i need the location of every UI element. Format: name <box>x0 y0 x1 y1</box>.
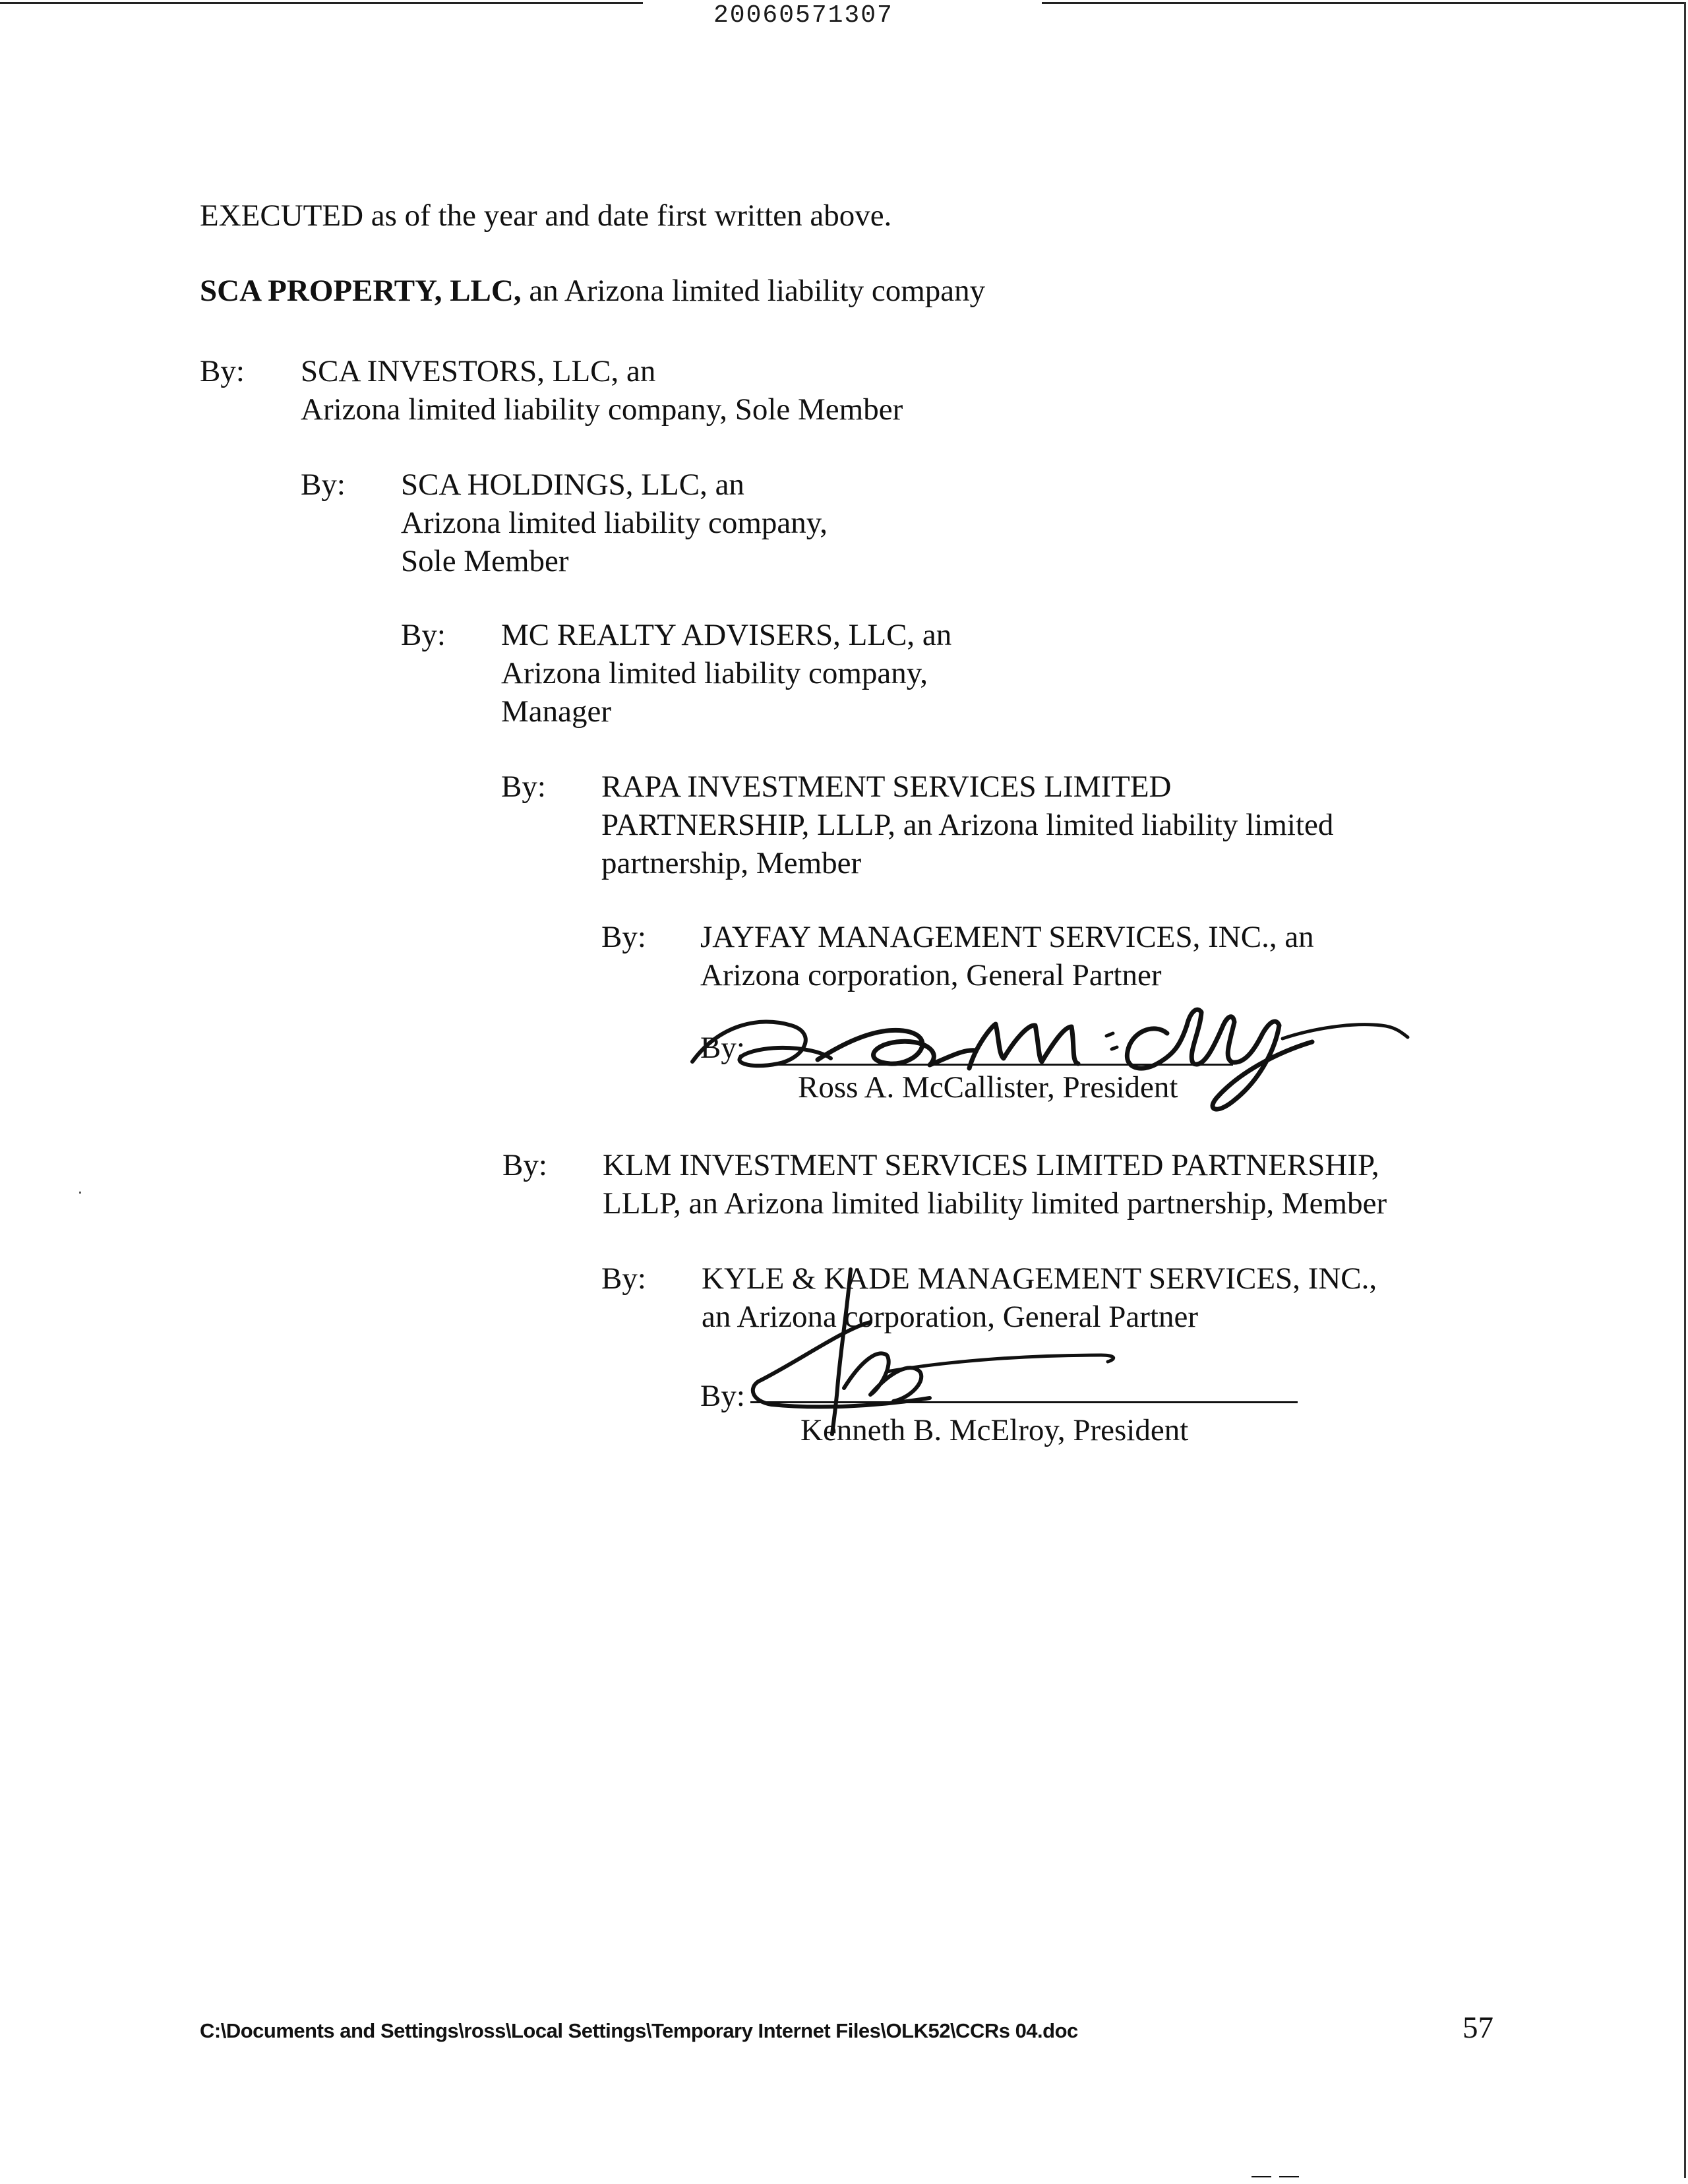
scan-top-border-left <box>0 2 643 4</box>
block-3-line-1: MC REALTY ADVISERS, LLC, an <box>501 618 952 652</box>
block-6-line-2: LLLP, an Arizona limited liability limited partnership, Member <box>603 1186 1387 1221</box>
footer-file-path: C:\Documents and Settings\ross\Local Settings\Temporary Internet Files\OLK52\CCRs 04.doc <box>200 2019 1078 2042</box>
scan-right-border <box>1684 2 1686 2178</box>
block-2-by-label: By: <box>301 468 346 502</box>
block-2-line-2: Arizona limited liability company, <box>401 506 828 540</box>
block-5-line-2: Arizona corporation, General Partner <box>700 958 1162 992</box>
block-7-line-2: an Arizona corporation, General Partner <box>702 1300 1198 1334</box>
grantor-line <box>200 272 985 310</box>
block-6-line-1: KLM INVESTMENT SERVICES LIMITED PARTNERSHIP, <box>603 1148 1379 1182</box>
block-4-line-2: PARTNERSHIP, LLLP, an Arizona limited liability limited <box>601 808 1334 842</box>
block-3-line-2: Arizona limited liability company, <box>501 656 928 690</box>
scan-bottom-dash-1 <box>1251 2176 1271 2177</box>
page-number: 57 <box>1462 2011 1493 2045</box>
block-4-line-1: RAPA INVESTMENT SERVICES LIMITED <box>601 770 1172 804</box>
block-1-line-2: Arizona limited liability company, Sole Member <box>301 392 903 427</box>
scan-bottom-dash-2 <box>1279 2176 1299 2177</box>
block-3-by-label: By: <box>401 618 446 652</box>
grantor-name: SCA PROPERTY, LLC, <box>200 274 522 308</box>
signatory-1-name-title: Ross A. McCallister, President <box>798 1070 1178 1105</box>
signature-ross-mccallister <box>666 986 1418 1124</box>
executed-statement: EXECUTED as of the year and date first written above. <box>200 198 892 233</box>
signatory-2-by-label: By: <box>700 1379 745 1413</box>
signature-kenneth-mcelroy <box>745 1256 1193 1454</box>
block-3-line-3: Manager <box>501 694 612 729</box>
block-6-by-label: By: <box>502 1148 547 1182</box>
block-5-line-1: JAYFAY MANAGEMENT SERVICES, INC., an <box>700 920 1314 954</box>
block-4-by-label: By: <box>501 770 546 804</box>
block-2-line-3: Sole Member <box>401 544 569 578</box>
signatory-1-by-label: By: <box>700 1031 745 1065</box>
block-7-by-label: By: <box>601 1261 646 1296</box>
block-4-line-3: partnership, Member <box>601 846 862 880</box>
block-1-by-label: By: <box>200 354 245 388</box>
signatory-2-name-title: Kenneth B. McElroy, President <box>800 1413 1189 1447</box>
block-7-line-1: KYLE & KADE MANAGEMENT SERVICES, INC., <box>702 1261 1377 1296</box>
margin-speck <box>79 1192 81 1194</box>
block-1-line-1: SCA INVESTORS, LLC, an <box>301 354 656 388</box>
recording-number: 20060571307 <box>713 1 893 30</box>
scan-top-border-right <box>1042 2 1686 4</box>
block-5-by-label: By: <box>601 920 646 954</box>
block-2-line-1: SCA HOLDINGS, LLC, an <box>401 468 744 502</box>
grantor-description: an Arizona limited liability company <box>521 274 986 308</box>
